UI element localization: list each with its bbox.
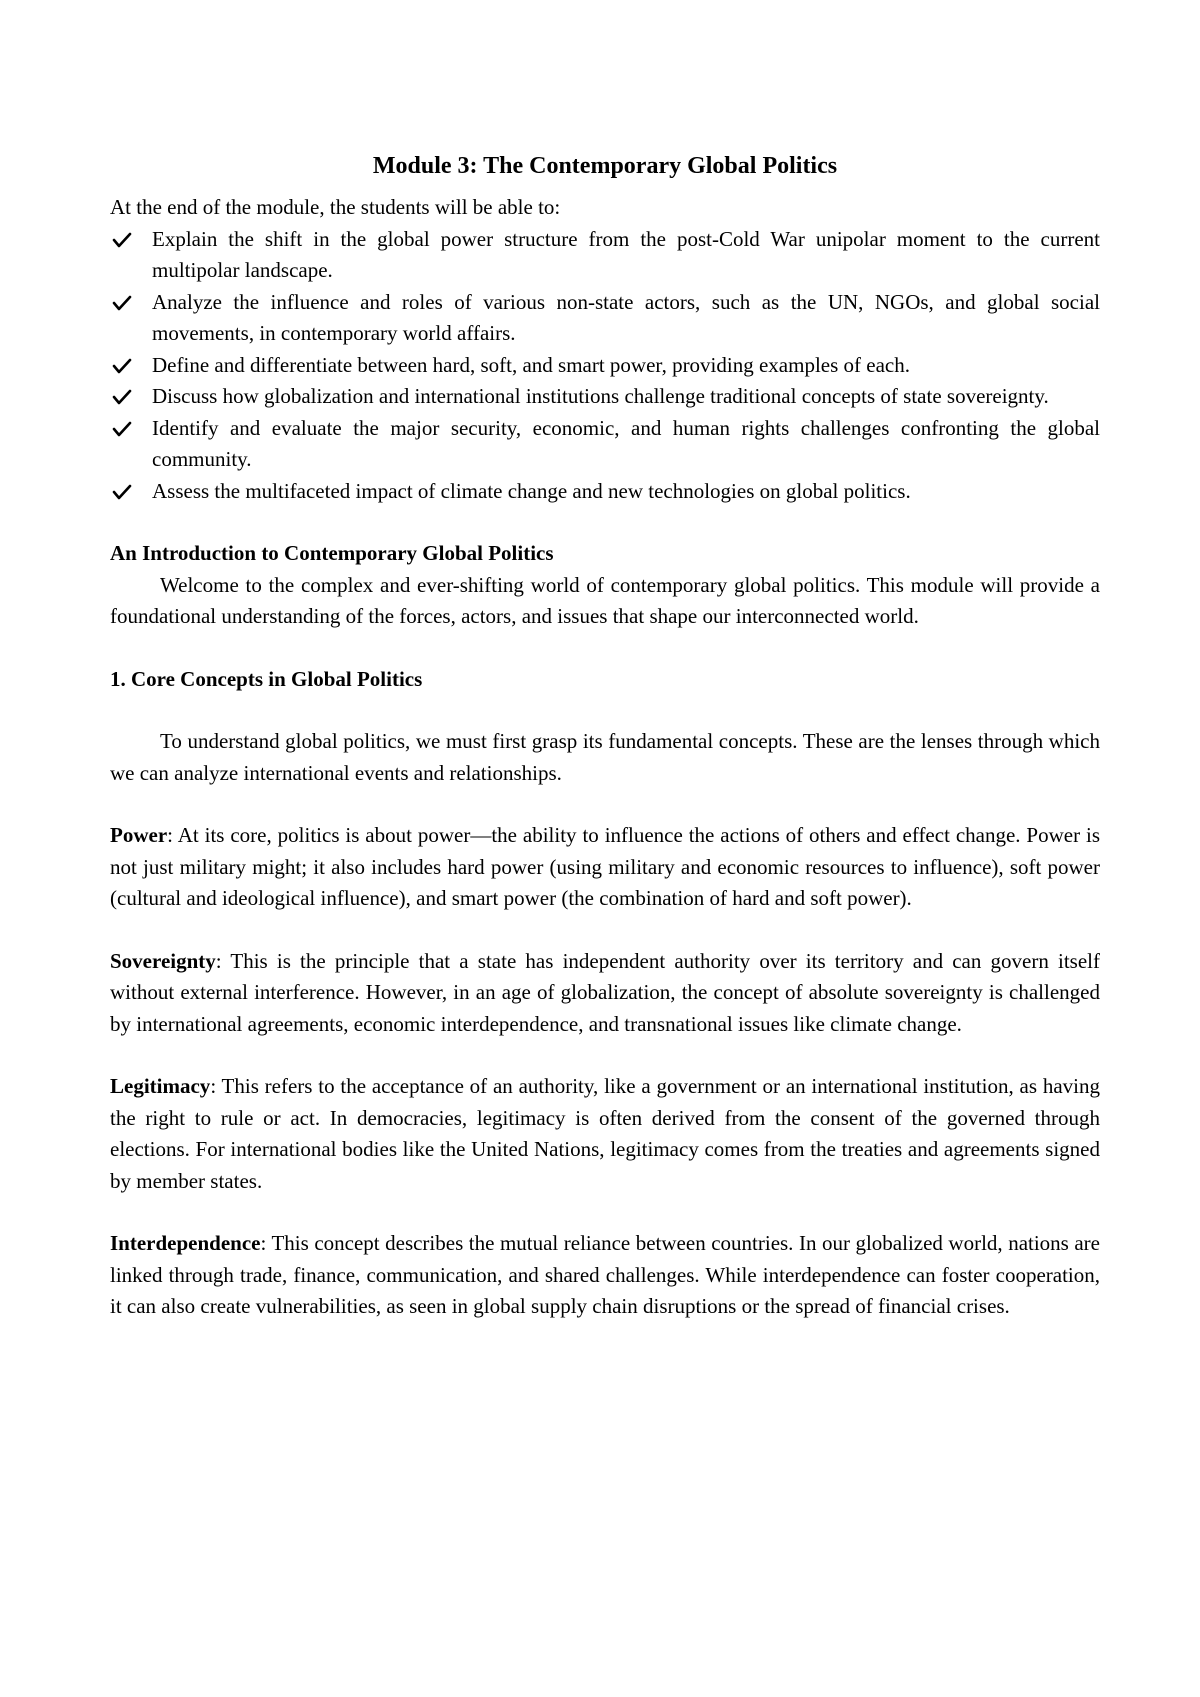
checkmark-icon	[112, 287, 132, 318]
objective-text: Identify and evaluate the major security, economic, and human rights challenges confronting the global community.	[152, 415, 1100, 471]
objectives-list	[110, 224, 1100, 508]
objective-item	[110, 413, 1100, 476]
objective-text: Analyze the influence and roles of various non-state actors, such as the UN, NGOs, and global social movements, in contemporary world affairs.	[152, 289, 1100, 345]
section-heading-intro: An Introduction to Contemporary Global Politics	[110, 541, 554, 565]
checkmark-icon	[112, 413, 132, 444]
objective-item	[110, 476, 1100, 508]
objective-item	[110, 381, 1100, 413]
objective-item	[110, 224, 1100, 287]
document-title: Module 3: The Contemporary Global Politics	[372, 153, 838, 179]
spacer	[110, 633, 1100, 664]
concept-term: Interdependence	[110, 1231, 261, 1255]
checkmark-icon	[112, 476, 132, 507]
concept-text: : This refers to the acceptance of an authority, like a government or an international institution, as having the right to rule or act. In democracies, legitimacy is often derived from the consent of the governed through elections. For international bodies like the United Nations, legitimacy comes from the treaties and agreements signed by member states.	[110, 1074, 1100, 1193]
section-heading-core: 1. Core Concepts in Global Politics	[110, 666, 423, 691]
checkmark-icon	[112, 381, 132, 412]
objective-item	[110, 287, 1100, 350]
spacer	[110, 1197, 1100, 1228]
concept-term: Sovereignty	[110, 948, 216, 973]
spacer	[110, 695, 1100, 726]
concept-text: : This concept describes the mutual reliance between countries. In our globalized world, nations are linked through trade, finance, communication, and shared challenges. While interdependence can foster cooperation, it can also create vulnerabilities, as seen in global supply chain disruptions or the spread of financial crises.	[110, 1231, 1100, 1318]
section-paragraph-intro: Welcome to the complex and ever-shifting world of contemporary global politics. This module will provide a foundational understanding of the forces, actors, and issues that shape our interconnected world.	[110, 572, 1100, 628]
document-page	[110, 150, 1100, 1323]
objective-item	[110, 350, 1100, 382]
checkmark-icon	[112, 350, 132, 381]
concept-text: : This is the principle that a state has independent authority over its territory and can govern itself without external interference. However, in an age of globalization, the concept of absolute sovereignty is challenged by international agreements, economic interdependence, and transnational issues like climate change.	[110, 948, 1100, 1036]
objectives-intro: At the end of the module, the students will be able to:	[110, 195, 561, 219]
spacer	[110, 507, 1100, 538]
concept-legitimacy	[110, 1071, 1100, 1197]
objective-text: Discuss how globalization and international institutions challenge traditional concepts of state sovereignty.	[152, 384, 1049, 408]
spacer	[110, 789, 1100, 820]
section-paragraph-core: To understand global politics, we must first grasp its fundamental concepts. These are the lenses through which we can analyze international events and relationships.	[110, 729, 1100, 785]
checkmark-icon	[112, 224, 132, 255]
concept-interdependence	[110, 1228, 1100, 1323]
concept-sovereignty	[110, 946, 1100, 1041]
concept-text: : At its core, politics is about power—the ability to influence the actions of others and effect change. Power is not just military might; it also includes hard power (using military and economic resources to influence), soft power (cultural and ideological influence), and smart power (the combination of hard and soft power).	[110, 823, 1100, 910]
concept-term: Power	[110, 823, 168, 847]
concept-term: Legitimacy	[110, 1074, 211, 1098]
objective-text: Define and differentiate between hard, soft, and smart power, providing examples of each.	[152, 352, 910, 377]
concept-power	[110, 820, 1100, 915]
objective-text: Assess the multifaceted impact of climate change and new technologies on global politics.	[152, 478, 911, 503]
objective-text: Explain the shift in the global power structure from the post-Cold War unipolar moment to the current multipolar landscape.	[152, 226, 1100, 282]
spacer	[110, 915, 1100, 946]
spacer	[110, 1040, 1100, 1071]
